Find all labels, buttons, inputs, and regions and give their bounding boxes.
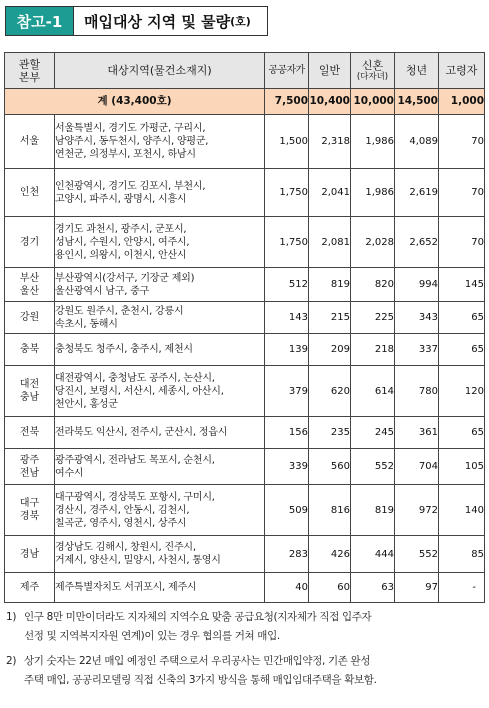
cell-public-ownership: 1,750 bbox=[265, 217, 309, 268]
region-cell bbox=[5, 417, 55, 449]
col-header-region bbox=[5, 53, 55, 89]
cell-public-ownership: 512 bbox=[265, 268, 309, 302]
area-line: 인천광역시, 경기도 김포시, 부천시, bbox=[55, 180, 206, 192]
region-cell bbox=[5, 115, 55, 169]
area-line: 성남시, 수원시, 안양시, 여주시, bbox=[55, 236, 190, 248]
total-elderly: 1,000 bbox=[439, 89, 485, 115]
footnote-text bbox=[24, 608, 484, 646]
cell-elderly: 140 bbox=[439, 485, 485, 536]
section-title-unit: (호) bbox=[230, 15, 251, 28]
region-line: 대전 bbox=[19, 379, 40, 390]
region-cell bbox=[5, 268, 55, 302]
area-cell bbox=[55, 366, 265, 417]
cell-youth: 337 bbox=[395, 334, 439, 366]
area-line: 경기도 과천시, 광주시, 군포시, bbox=[55, 223, 187, 235]
region-line: 경북 bbox=[19, 511, 40, 522]
cell-elderly: 65 bbox=[439, 417, 485, 449]
area-cell bbox=[55, 115, 265, 169]
area-line: 경산시, 경주시, 안동시, 김천시, bbox=[55, 504, 190, 516]
cell-newlywed: 245 bbox=[351, 417, 395, 449]
cell-elderly: 70 bbox=[439, 169, 485, 217]
cell-general: 235 bbox=[309, 417, 351, 449]
region-cell bbox=[5, 334, 55, 366]
area-line: 광주광역시, 전라남도 목포시, 순천시, bbox=[55, 454, 215, 466]
area-line: 연천군, 의정부시, 포천시, 하남시 bbox=[55, 149, 196, 160]
area-line: 남양주시, 동두천시, 양주시, 양평군, bbox=[55, 136, 209, 147]
footnote bbox=[6, 608, 484, 646]
region-cell bbox=[5, 449, 55, 485]
area-line: 여수시 bbox=[55, 467, 84, 479]
cell-youth: 343 bbox=[395, 302, 439, 334]
table-row bbox=[5, 217, 485, 268]
table-row bbox=[5, 417, 485, 449]
region-line: 부산 bbox=[19, 272, 40, 284]
region-line: 제주 bbox=[19, 582, 40, 593]
area-line: 강원도 원주시, 춘천시, 강릉시 bbox=[55, 305, 184, 317]
footnote-line: 선정 및 지역복지자원 연계)이 있는 경우 협의를 거쳐 매입. bbox=[24, 630, 280, 642]
cell-youth: 780 bbox=[395, 366, 439, 417]
footnote bbox=[6, 652, 484, 690]
area-line: 대전광역시, 충청남도 공주시, 논산시, bbox=[55, 372, 215, 384]
cell-general: 209 bbox=[309, 334, 351, 366]
section-title-text: 매입대상 지역 및 물량 bbox=[84, 12, 231, 31]
cell-public-ownership: 139 bbox=[265, 334, 309, 366]
area-line: 서울특별시, 경기도 가평군, 구리시, bbox=[55, 123, 206, 134]
cell-general: 816 bbox=[309, 485, 351, 536]
area-line: 제주특별자치도 서귀포시, 제주시 bbox=[55, 582, 197, 593]
col-header-youth: 청년 bbox=[395, 53, 439, 89]
col-header-region-line: 관할 bbox=[18, 57, 41, 71]
cell-elderly: 105 bbox=[439, 449, 485, 485]
cell-newlywed: 552 bbox=[351, 449, 395, 485]
area-cell bbox=[55, 449, 265, 485]
col-header-newlywed bbox=[351, 53, 395, 89]
col-header-region-line: 본부 bbox=[18, 70, 41, 84]
region-cell bbox=[5, 366, 55, 417]
cell-elderly: 65 bbox=[439, 334, 485, 366]
region-cell bbox=[5, 169, 55, 217]
cell-newlywed: 218 bbox=[351, 334, 395, 366]
col-header-elderly: 고령자 bbox=[439, 53, 485, 89]
cell-elderly: - bbox=[439, 573, 485, 603]
cell-general: 2,318 bbox=[309, 115, 351, 169]
table-row bbox=[5, 485, 485, 536]
cell-newlywed: 819 bbox=[351, 485, 395, 536]
region-line: 전북 bbox=[19, 427, 40, 438]
cell-newlywed: 614 bbox=[351, 366, 395, 417]
cell-general: 560 bbox=[309, 449, 351, 485]
area-cell bbox=[55, 536, 265, 573]
area-line: 칠곡군, 영주시, 영천시, 상주시 bbox=[55, 517, 187, 529]
table-row bbox=[5, 302, 485, 334]
region-line: 경남 bbox=[19, 548, 40, 560]
table-row bbox=[5, 169, 485, 217]
section-tag: 참고-1 bbox=[6, 7, 74, 35]
table-row bbox=[5, 115, 485, 169]
cell-public-ownership: 40 bbox=[265, 573, 309, 603]
region-cell bbox=[5, 536, 55, 573]
cell-newlywed: 1,986 bbox=[351, 169, 395, 217]
table-row bbox=[5, 334, 485, 366]
area-cell bbox=[55, 334, 265, 366]
area-line: 울산광역시 남구, 중구 bbox=[55, 285, 150, 297]
area-line: 천안시, 홍성군 bbox=[55, 398, 118, 410]
cell-newlywed: 444 bbox=[351, 536, 395, 573]
cell-general: 2,041 bbox=[309, 169, 351, 217]
table-row bbox=[5, 536, 485, 573]
cell-general: 620 bbox=[309, 366, 351, 417]
col-header-area: 대상지역(물건소재지) bbox=[55, 53, 265, 89]
cell-public-ownership: 283 bbox=[265, 536, 309, 573]
footnotes bbox=[6, 608, 484, 696]
cell-newlywed: 2,028 bbox=[351, 217, 395, 268]
cell-youth: 994 bbox=[395, 268, 439, 302]
area-line: 부산광역시(강서구, 기장군 제외) bbox=[55, 272, 195, 284]
area-line: 당진시, 보령시, 서산시, 세종시, 아산시, bbox=[55, 385, 224, 397]
cell-youth: 2,652 bbox=[395, 217, 439, 268]
cell-newlywed: 1,986 bbox=[351, 115, 395, 169]
total-youth: 14,500 bbox=[395, 89, 439, 115]
cell-elderly: 120 bbox=[439, 366, 485, 417]
area-cell bbox=[55, 217, 265, 268]
footnote-line: 상기 숫자는 22년 매입 예정인 주택으로서 우리공사는 민간매입약정, 기존 완성 bbox=[24, 655, 371, 667]
footnote-number: 2) bbox=[6, 655, 17, 667]
region-line: 서울 bbox=[19, 136, 40, 147]
cell-public-ownership: 379 bbox=[265, 366, 309, 417]
footnote-line: 주택 매입, 공공리모델링 직접 신축의 3가지 방식을 통해 매입임대주택을 확보함. bbox=[24, 674, 377, 686]
table-header-row bbox=[5, 53, 485, 89]
cell-youth: 2,619 bbox=[395, 169, 439, 217]
col-header-newlywed-line: 신혼 bbox=[361, 59, 384, 72]
cell-public-ownership: 1,500 bbox=[265, 115, 309, 169]
region-line: 충남 bbox=[19, 392, 40, 403]
cell-youth: 704 bbox=[395, 449, 439, 485]
total-row bbox=[5, 89, 485, 115]
total-public-ownership: 7,500 bbox=[265, 89, 309, 115]
cell-youth: 552 bbox=[395, 536, 439, 573]
total-label: 계 (43,400호) bbox=[5, 89, 265, 115]
cell-public-ownership: 156 bbox=[265, 417, 309, 449]
cell-general: 426 bbox=[309, 536, 351, 573]
total-newlywed: 10,000 bbox=[351, 89, 395, 115]
footnote-line: 인구 8만 미만이더라도 지자체의 지역수요 맞춤 공급요청(지자체가 직접 입주자 bbox=[24, 611, 372, 623]
region-cell bbox=[5, 573, 55, 603]
area-line: 전라북도 익산시, 전주시, 군산시, 정읍시 bbox=[55, 427, 228, 438]
region-line: 전남 bbox=[19, 467, 40, 479]
region-cell bbox=[5, 302, 55, 334]
cell-elderly: 70 bbox=[439, 217, 485, 268]
table-row bbox=[5, 268, 485, 302]
cell-general: 819 bbox=[309, 268, 351, 302]
cell-general: 215 bbox=[309, 302, 351, 334]
cell-public-ownership: 1,750 bbox=[265, 169, 309, 217]
col-header-public-ownership: 공공자가 bbox=[265, 53, 309, 89]
cell-elderly: 70 bbox=[439, 115, 485, 169]
cell-public-ownership: 339 bbox=[265, 449, 309, 485]
col-header-newlywed-sub: (다자녀) bbox=[356, 72, 389, 82]
region-line: 강원 bbox=[19, 312, 40, 323]
purchase-target-table bbox=[4, 52, 485, 603]
cell-public-ownership: 509 bbox=[265, 485, 309, 536]
region-line: 인천 bbox=[19, 187, 40, 198]
area-cell bbox=[55, 417, 265, 449]
cell-youth: 361 bbox=[395, 417, 439, 449]
table-row bbox=[5, 449, 485, 485]
area-cell bbox=[55, 485, 265, 536]
col-header-general: 일반 bbox=[309, 53, 351, 89]
cell-elderly: 85 bbox=[439, 536, 485, 573]
area-cell bbox=[55, 268, 265, 302]
cell-general: 2,081 bbox=[309, 217, 351, 268]
cell-newlywed: 225 bbox=[351, 302, 395, 334]
area-line: 고양시, 파주시, 광명시, 시흥시 bbox=[55, 193, 187, 205]
table-row bbox=[5, 366, 485, 417]
area-cell bbox=[55, 169, 265, 217]
cell-newlywed: 820 bbox=[351, 268, 395, 302]
section-header bbox=[5, 6, 268, 36]
region-cell bbox=[5, 217, 55, 268]
section-title bbox=[74, 7, 251, 35]
cell-newlywed: 63 bbox=[351, 573, 395, 603]
region-cell bbox=[5, 485, 55, 536]
region-line: 경기 bbox=[19, 236, 40, 248]
cell-elderly: 65 bbox=[439, 302, 485, 334]
area-line: 경상남도 김해시, 창원시, 진주시, bbox=[55, 542, 196, 553]
region-line: 대구 bbox=[19, 498, 40, 509]
cell-elderly: 145 bbox=[439, 268, 485, 302]
total-general: 10,400 bbox=[309, 89, 351, 115]
cell-youth: 4,089 bbox=[395, 115, 439, 169]
area-line: 충청북도 청주시, 충주시, 제천시 bbox=[55, 344, 193, 355]
footnote-text bbox=[24, 652, 484, 690]
region-line: 광주 bbox=[19, 454, 40, 466]
region-line: 충북 bbox=[19, 344, 40, 355]
cell-youth: 97 bbox=[395, 573, 439, 603]
region-line: 울산 bbox=[19, 285, 40, 297]
area-cell bbox=[55, 573, 265, 603]
cell-public-ownership: 143 bbox=[265, 302, 309, 334]
area-line: 거제시, 양산시, 밀양시, 사천시, 통영시 bbox=[55, 555, 221, 566]
area-line: 속초시, 동해시 bbox=[55, 318, 118, 330]
area-cell bbox=[55, 302, 265, 334]
cell-youth: 972 bbox=[395, 485, 439, 536]
area-line: 대구광역시, 경상북도 포항시, 구미시, bbox=[55, 491, 215, 503]
cell-general: 60 bbox=[309, 573, 351, 603]
footnote-number: 1) bbox=[6, 611, 17, 623]
table-row bbox=[5, 573, 485, 603]
area-line: 용인시, 의왕시, 이천시, 안산시 bbox=[55, 249, 187, 261]
